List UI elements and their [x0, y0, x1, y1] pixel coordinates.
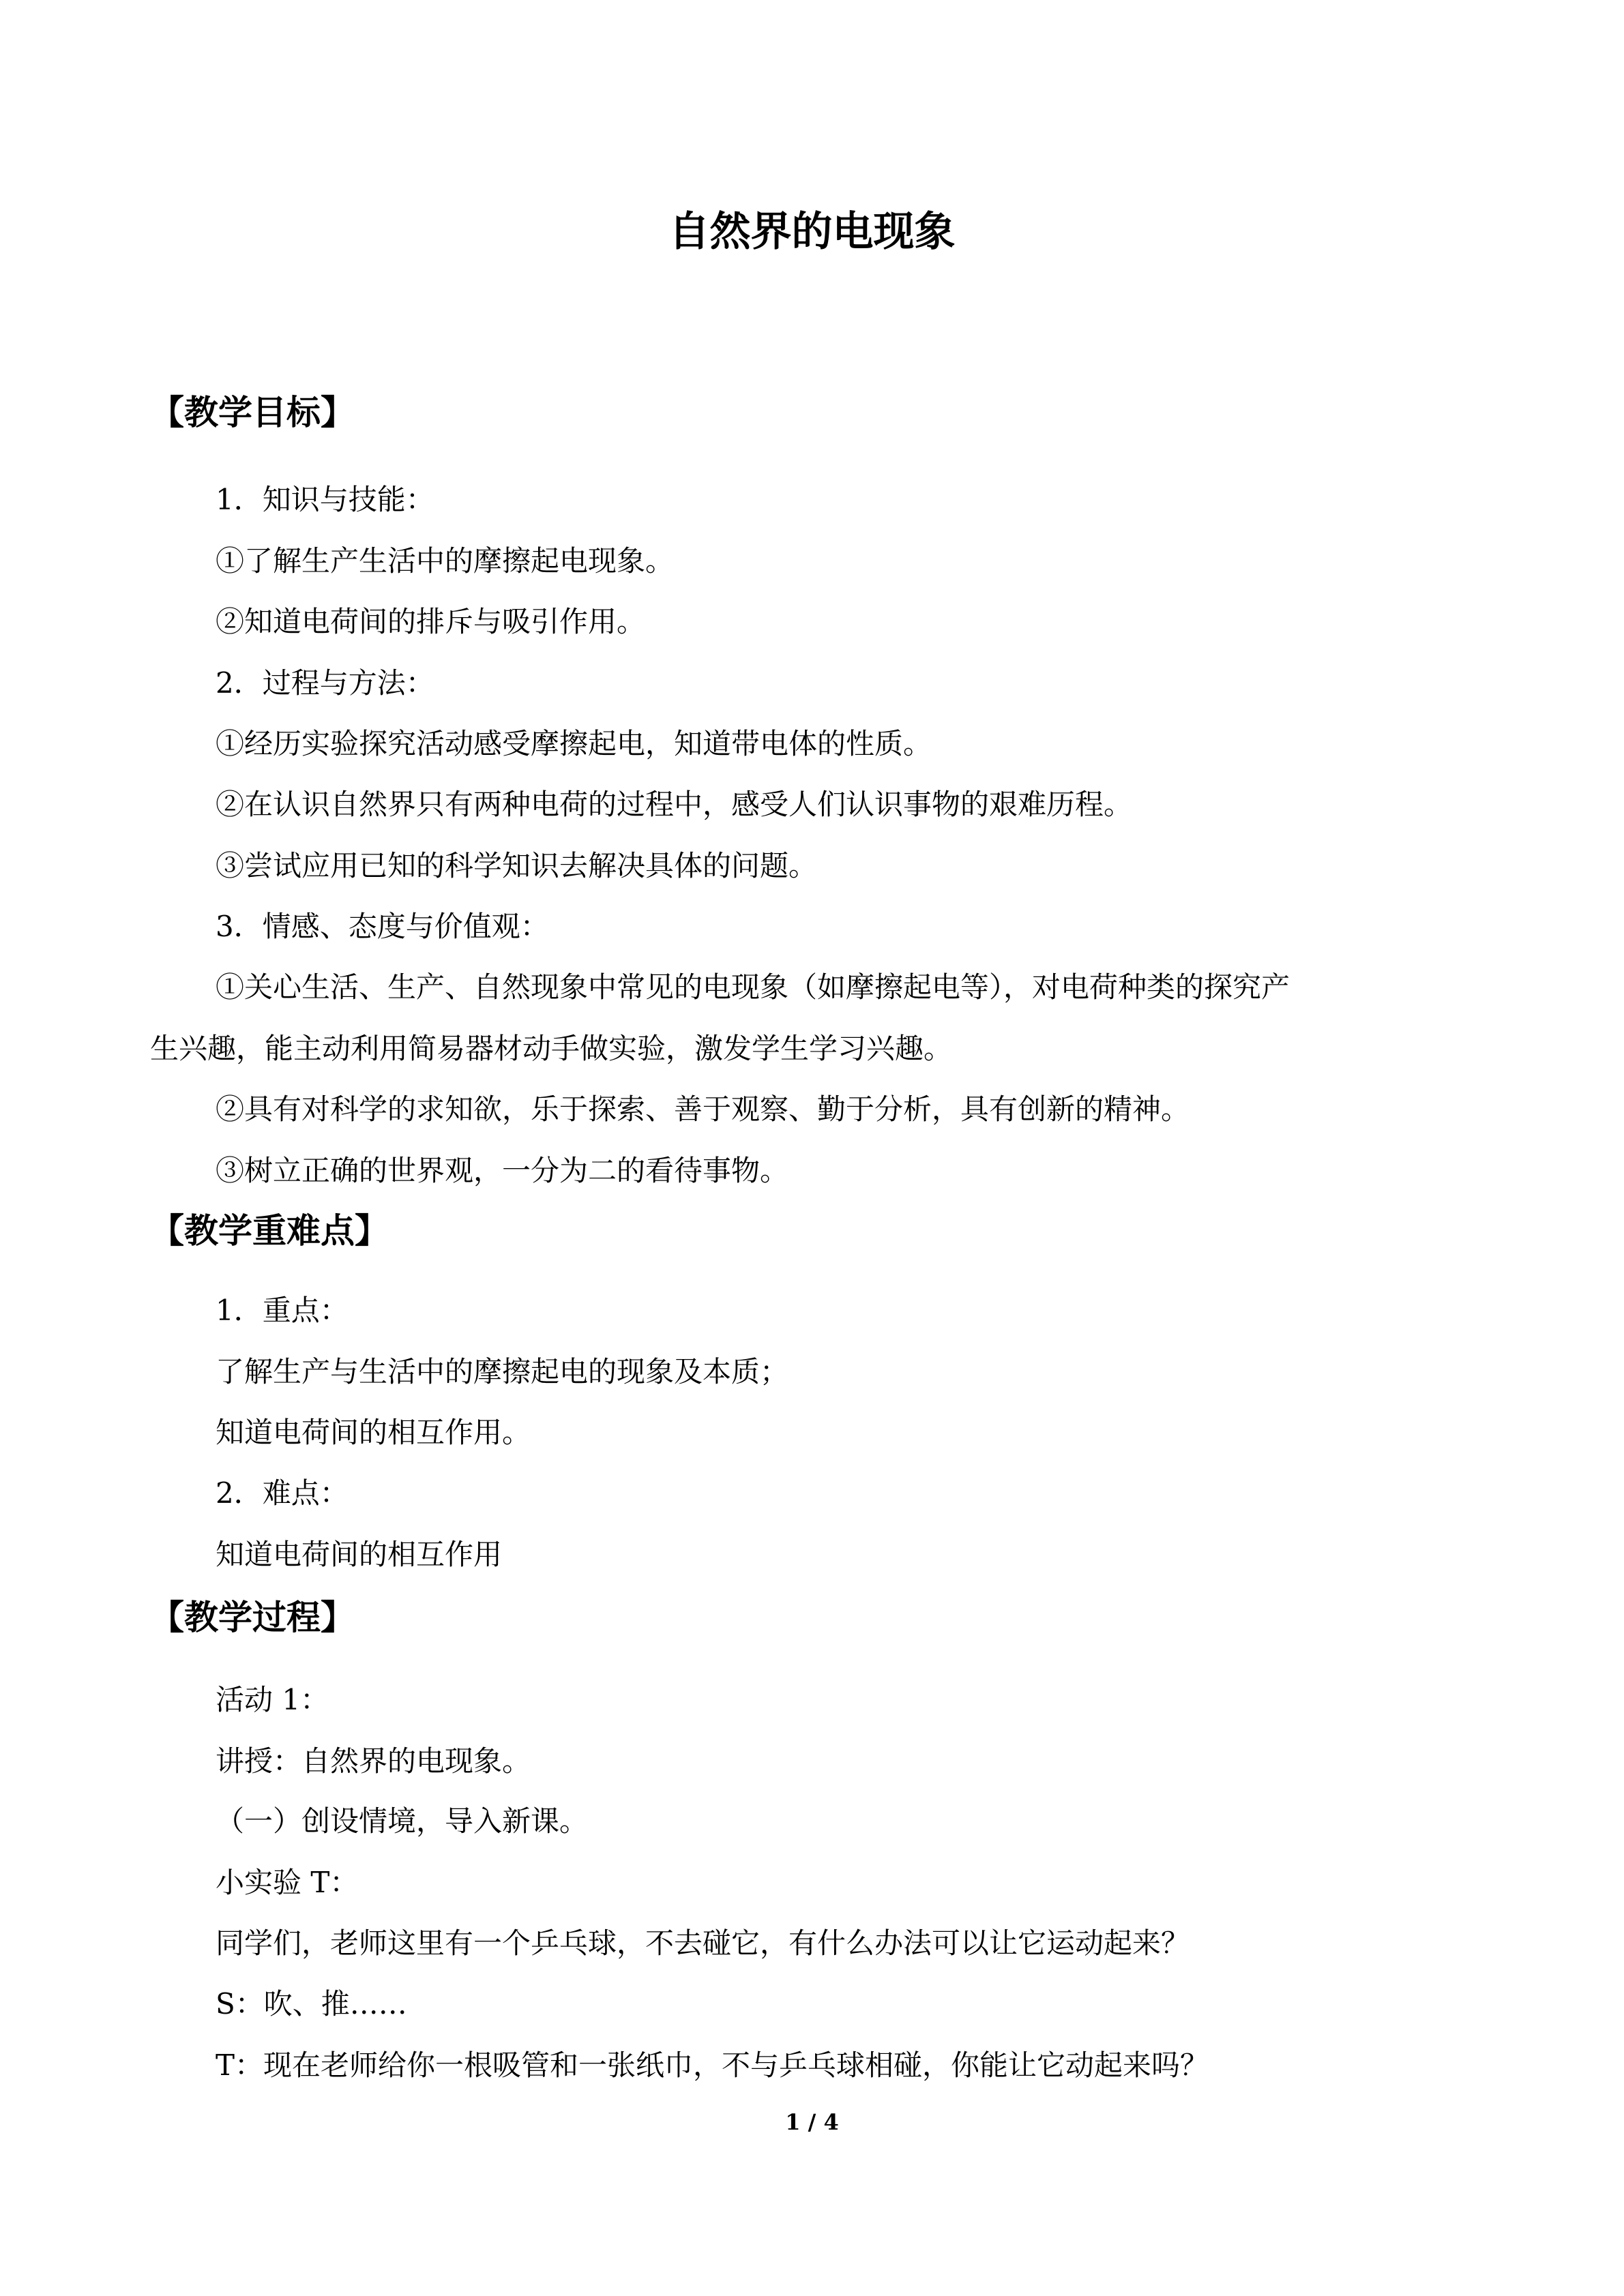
objectives-line: 1．知识与技能：: [216, 483, 434, 516]
objectives-line: ③树立正确的世界观，一分为二的看待事物。: [216, 1154, 789, 1187]
process-line: T：现在老师给你一根吸管和一张纸巾，不与乒乓球相碰，你能让它动起来吗？: [216, 2048, 1209, 2082]
process-line: 小实验 T：: [216, 1866, 359, 1899]
process-line: 活动 1：: [216, 1683, 329, 1716]
objectives-line: ①经历实验探究活动感受摩擦起电，知道带电体的性质。: [216, 727, 932, 760]
objectives-line: 生兴趣，能主动利用简易器材动手做实验，激发学生学习兴趣。: [150, 1032, 953, 1065]
page-title: 自然界的电现象: [668, 208, 956, 256]
key-points-line: 了解生产与生活中的摩擦起电的现象及本质；: [216, 1355, 789, 1388]
objectives-line: ②在认识自然界只有两种电荷的过程中，感受人们认识事物的艰难历程。: [216, 788, 1133, 821]
objectives-line: 3．情感、态度与价值观：: [216, 910, 549, 943]
objectives-line: ②知道电荷间的排斥与吸引作用。: [216, 605, 646, 638]
process-line: （一）创设情境，导入新课。: [216, 1804, 589, 1838]
page-number: 1 / 4: [785, 2109, 839, 2135]
objectives-line: 2．过程与方法：: [216, 666, 434, 700]
objectives-line: ①关心生活、生产、自然现象中常见的电现象（如摩擦起电等），对电荷种类的探究产: [216, 970, 1290, 1004]
key-points-line: 知道电荷间的相互作用: [216, 1538, 503, 1571]
key-points-line: 知道电荷间的相互作用。: [216, 1416, 531, 1449]
section-heading-objectives: 【教学目标】: [150, 393, 355, 432]
process-line: 讲授：自然界的电现象。: [216, 1744, 531, 1778]
key-points-line: 2．难点：: [216, 1476, 349, 1510]
objectives-line: ③尝试应用已知的科学知识去解决具体的问题。: [216, 849, 818, 882]
section-heading-key-points: 【教学重难点】: [150, 1211, 389, 1251]
process-line: S：吹、推……: [216, 1987, 407, 2021]
process-line: 同学们，老师这里有一个乒乓球，不去碰它，有什么办法可以让它运动起来？: [216, 1926, 1190, 1960]
key-points-line: 1．重点：: [216, 1294, 349, 1327]
objectives-line: ①了解生产生活中的摩擦起电现象。: [216, 544, 675, 578]
section-heading-process: 【教学过程】: [150, 1598, 355, 1637]
objectives-line: ②具有对科学的求知欲，乐于探索、善于观察、勤于分析，具有创新的精神。: [216, 1092, 1190, 1126]
